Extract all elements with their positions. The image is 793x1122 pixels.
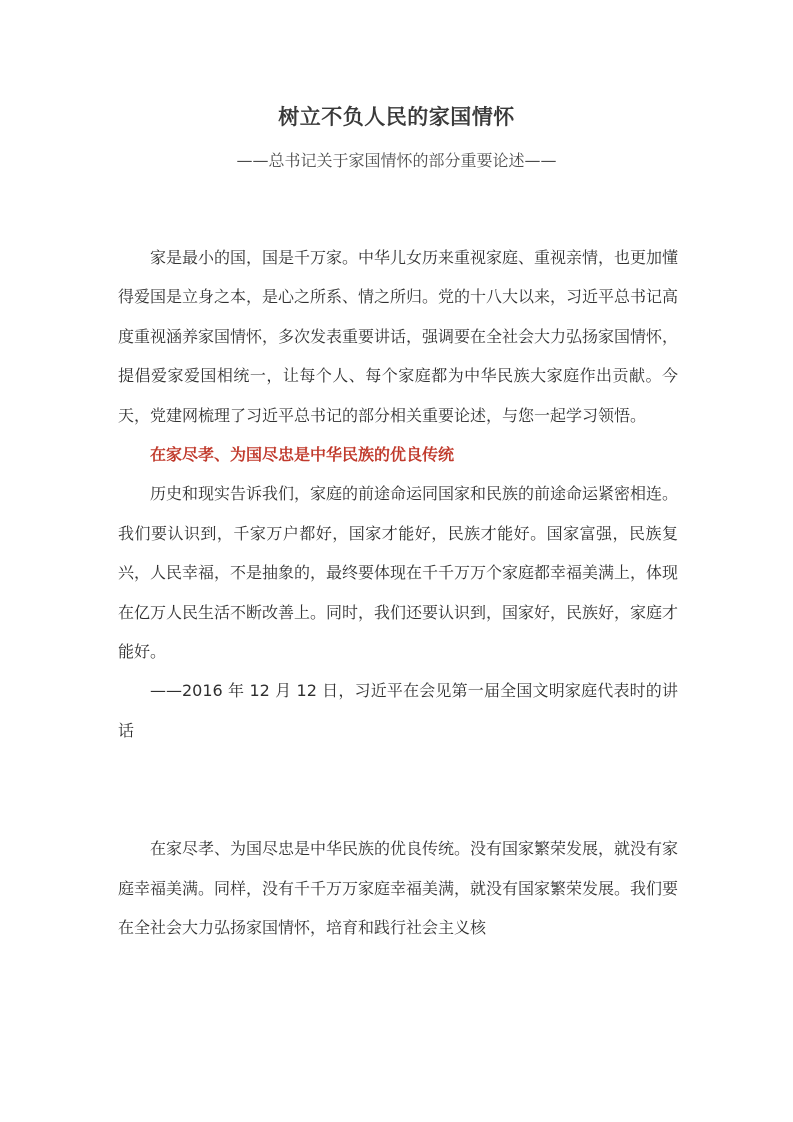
intro-paragraph: 家是最小的国，国是千万家。中华儿女历来重视家庭、重视亲情，也更加懂得爱国是立身之本，是心之所系、情之所归。党的十八大以来，习近平总书记高度重视涵养家国情怀，多次发表重要讲话，强调要在全社会大力弘扬家国情怀，提倡爱家爱国相统一，让每个人、每个家庭都为中华民族大家庭作出贡献。今天，党建网梳理了习近平总书记的部分相关重要论述，与您一起学习领悟。 [118,248,679,425]
section-paragraph: 历史和现实告诉我们，家庭的前途命运同国家和民族的前途命运紧密相连。我们要认识到，千家万户都好，国家才能好，民族才能好。国家富强，民族复兴，人民幸福，不是抽象的，最终要体现在千千万万个家庭都幸福美满上，体现在亿万人民生活不断改善上。同时，我们还要认识到，国家好，民族好，家庭才能好。 [118,484,679,662]
document-body [118,238,678,948]
page-subtitle: ——总书记关于家国情怀的部分重要论述—— [236,151,557,170]
section-paragraph-2: 在家尽孝、为国尽忠是中华民族的优良传统。没有国家繁荣发展，就没有家庭幸福美满。同样，没有千千万万家庭幸福美满，就没有国家繁荣发展。我们要在全社会大力弘扬家国情怀，培育和践行社会主义核 [118,839,679,938]
section-heading: 在家尽孝、为国尽忠是中华民族的优良传统 [150,445,455,465]
page-title: 树立不负人民的家国情怀 [278,105,515,129]
quote-source: ——2016 年 12 月 12 日，习近平在会见第一届全国文明家庭代表时的讲话 [118,681,678,740]
paragraph-spacer [118,750,678,829]
